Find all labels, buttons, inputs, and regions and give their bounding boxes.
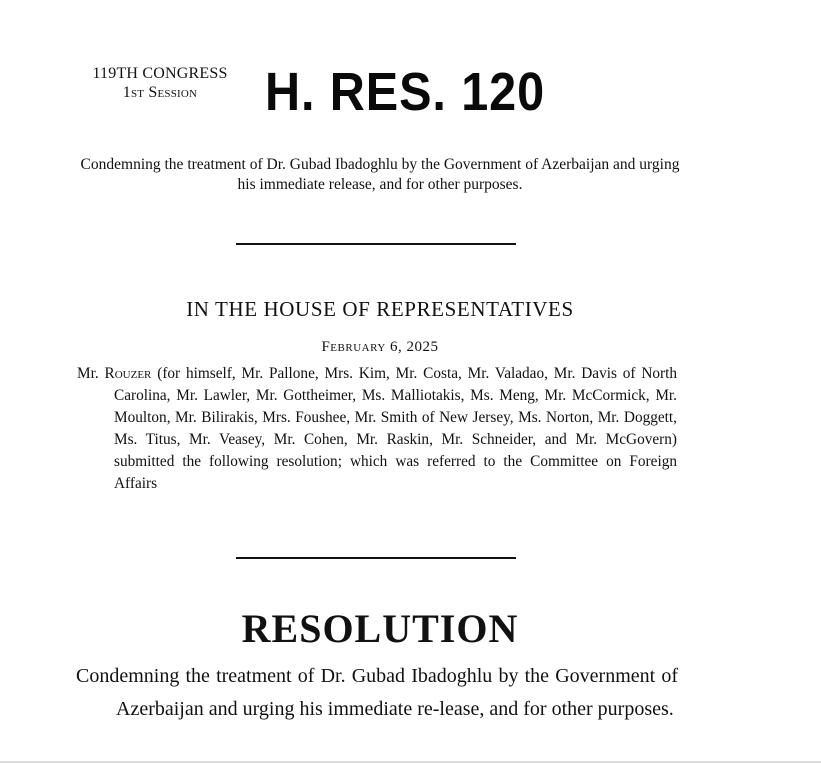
congress-session-block: [72, 64, 248, 102]
lead-sponsor-title: Mr.: [77, 365, 99, 382]
congress-label: 119TH CONGRESS: [92, 65, 228, 82]
introduction-date: February 6, 2025: [321, 339, 439, 355]
session-label: 1st Session: [122, 84, 198, 101]
chamber-heading: IN THE HOUSE OF REPRESENTATIVES: [186, 297, 574, 321]
resolution-title: Condemning the treatment of Dr. Gubad Ibadoghlu by the Government of Azerbaijan and urging his immediate re-lease, and for other purposes.: [76, 665, 678, 720]
lead-sponsor-name: Rouzer: [104, 365, 152, 382]
bill-summary: Condemning the treatment of Dr. Gubad Ibadoghlu by the Government of Azerbaijan and urging his immediate release, and for other purposes.: [80, 156, 680, 193]
cosponsors-text: (for himself, Mr. Pallone, Mrs. Kim, Mr. Costa, Mr. Valadao, Mr. Davis of North Carolina, Mr. Lawler, Mr. Gottheimer, Ms. Malliotakis, Ms. Meng, Mr. McCormick, Mr. Moulton, Mr. Bilirakis, Mrs. Foushee, Mr. Smith of New Jersey, Ms. Norton, Mr. Doggett, Ms. Titus, Mr. Veasey, Mr. Cohen, Mr. Raskin, Mr. Schneider, and Mr. McGovern) submitted the following resolution; which was referred to the Committee on Foreign Affairs: [114, 365, 678, 492]
sponsors-statement: [77, 363, 677, 494]
resolution-heading: RESOLUTION: [241, 606, 519, 651]
top-divider: [236, 243, 516, 245]
bill-number: H. RES. 120: [265, 62, 546, 122]
bottom-divider: [236, 557, 516, 559]
